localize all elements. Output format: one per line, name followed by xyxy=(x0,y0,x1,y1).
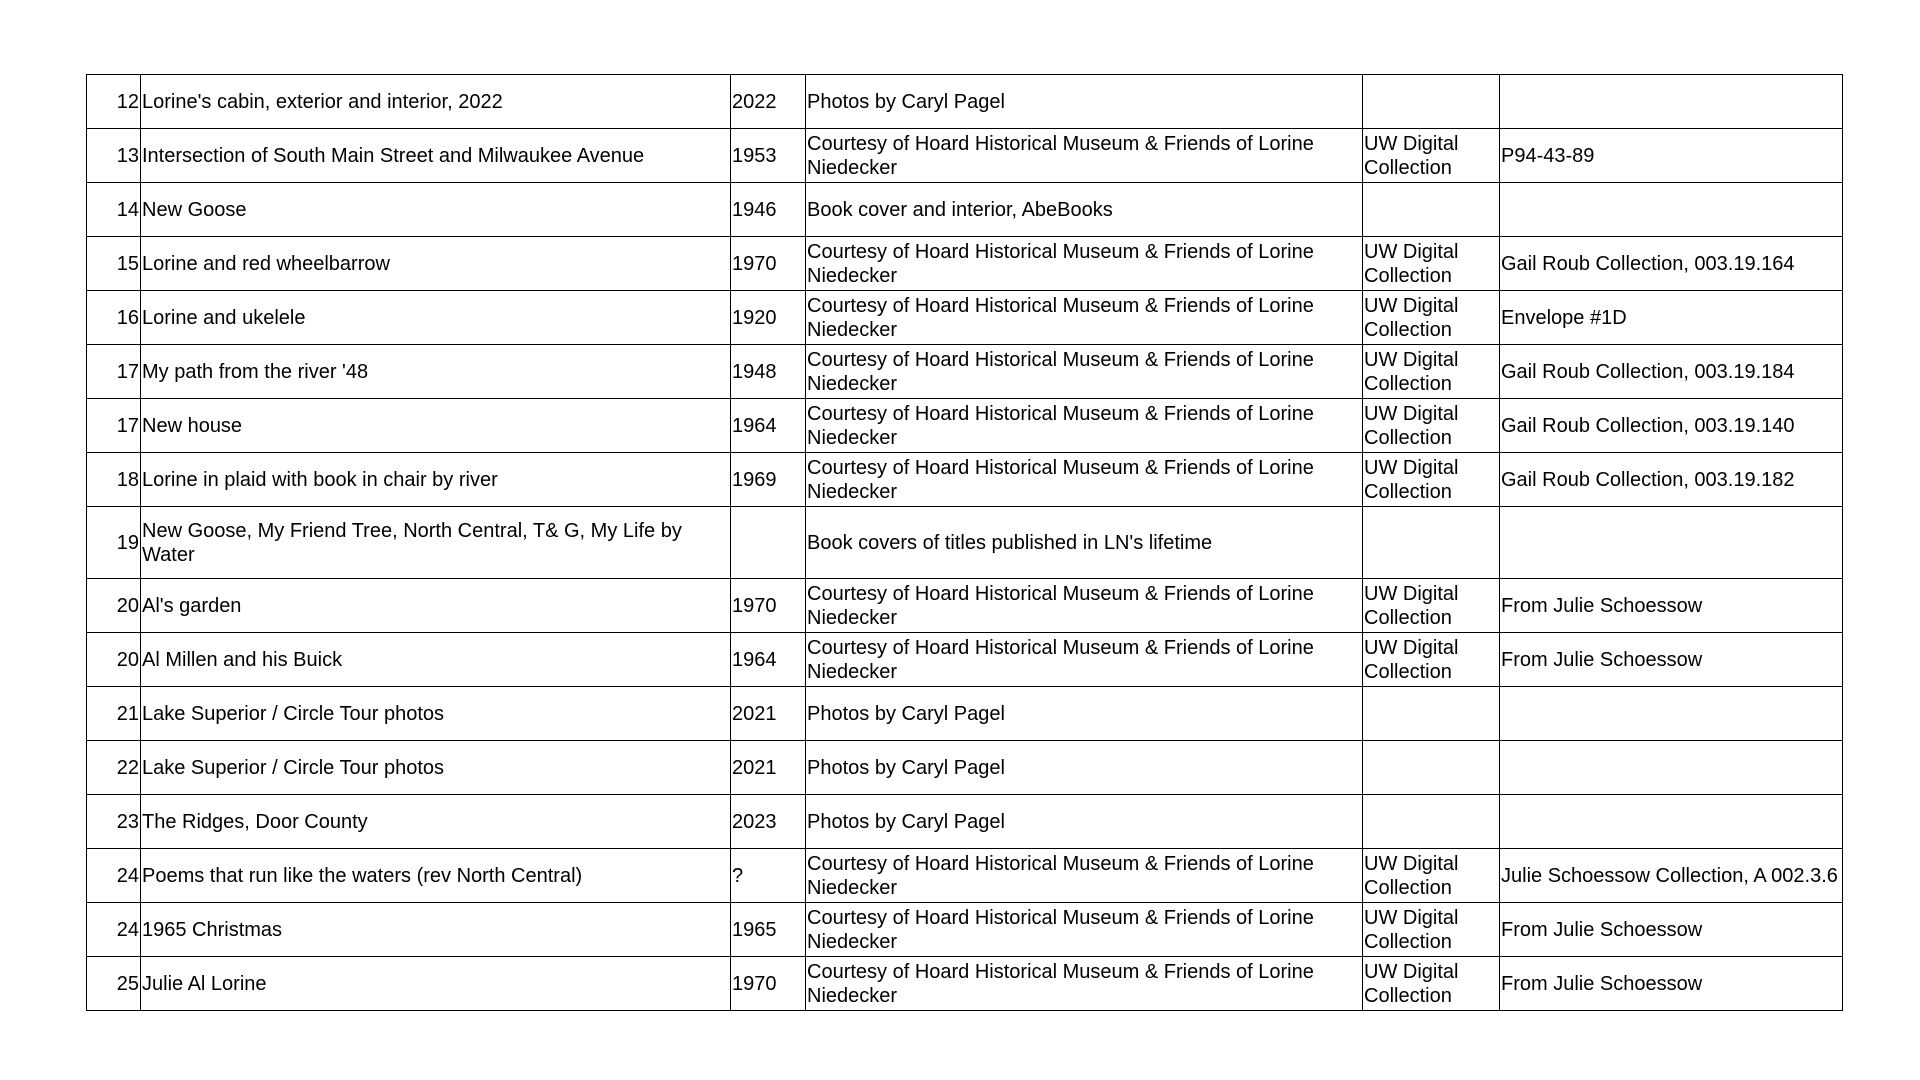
identifier-cell: Gail Roub Collection, 003.19.140 xyxy=(1500,399,1843,453)
credit-cell: Courtesy of Hoard Historical Museum & Friends of Lorine Niedecker xyxy=(806,849,1363,903)
year-cell: 1946 xyxy=(731,183,806,237)
title-cell: The Ridges, Door County xyxy=(141,795,731,849)
collection-cell xyxy=(1363,507,1500,579)
year-cell: 2023 xyxy=(731,795,806,849)
page-number-cell: 20 xyxy=(87,579,141,633)
identifier-cell: From Julie Schoessow xyxy=(1500,903,1843,957)
collection-cell: UW Digital Collection xyxy=(1363,345,1500,399)
credit-cell: Courtesy of Hoard Historical Museum & Friends of Lorine Niedecker xyxy=(806,237,1363,291)
identifier-cell xyxy=(1500,75,1843,129)
identifier-cell: P94-43-89 xyxy=(1500,129,1843,183)
table-row xyxy=(87,957,1843,1011)
credit-cell: Courtesy of Hoard Historical Museum & Friends of Lorine Niedecker xyxy=(806,903,1363,957)
page-number-cell: 14 xyxy=(87,183,141,237)
table-row xyxy=(87,633,1843,687)
title-cell: Intersection of South Main Street and Milwaukee Avenue xyxy=(141,129,731,183)
identifier-cell xyxy=(1500,507,1843,579)
credit-cell: Courtesy of Hoard Historical Museum & Friends of Lorine Niedecker xyxy=(806,957,1363,1011)
year-cell: 1970 xyxy=(731,237,806,291)
year-cell: 1948 xyxy=(731,345,806,399)
table-row xyxy=(87,687,1843,741)
collection-cell: UW Digital Collection xyxy=(1363,399,1500,453)
table-row xyxy=(87,453,1843,507)
identifier-cell: Gail Roub Collection, 003.19.184 xyxy=(1500,345,1843,399)
credit-cell: Courtesy of Hoard Historical Museum & Friends of Lorine Niedecker xyxy=(806,399,1363,453)
identifier-cell xyxy=(1500,741,1843,795)
title-cell: Al's garden xyxy=(141,579,731,633)
title-cell: Lake Superior / Circle Tour photos xyxy=(141,687,731,741)
collection-cell: UW Digital Collection xyxy=(1363,129,1500,183)
credit-cell: Book cover and interior, AbeBooks xyxy=(806,183,1363,237)
table-row xyxy=(87,291,1843,345)
table-row xyxy=(87,183,1843,237)
year-cell: 1964 xyxy=(731,399,806,453)
credit-cell: Courtesy of Hoard Historical Museum & Friends of Lorine Niedecker xyxy=(806,453,1363,507)
page-number-cell: 23 xyxy=(87,795,141,849)
collection-cell xyxy=(1363,183,1500,237)
table-row xyxy=(87,75,1843,129)
year-cell: 1969 xyxy=(731,453,806,507)
title-cell: Julie Al Lorine xyxy=(141,957,731,1011)
table-row xyxy=(87,507,1843,579)
title-cell: Poems that run like the waters (rev North Central) xyxy=(141,849,731,903)
identifier-cell xyxy=(1500,795,1843,849)
year-cell: 1964 xyxy=(731,633,806,687)
title-cell: Lorine and red wheelbarrow xyxy=(141,237,731,291)
year-cell: 1970 xyxy=(731,957,806,1011)
year-cell xyxy=(731,507,806,579)
table-row xyxy=(87,129,1843,183)
year-cell: ? xyxy=(731,849,806,903)
title-cell: My path from the river '48 xyxy=(141,345,731,399)
table-row xyxy=(87,741,1843,795)
year-cell: 1970 xyxy=(731,579,806,633)
page-number-cell: 17 xyxy=(87,399,141,453)
title-cell: Lorine in plaid with book in chair by river xyxy=(141,453,731,507)
identifier-cell xyxy=(1500,183,1843,237)
table-row xyxy=(87,345,1843,399)
identifier-cell: From Julie Schoessow xyxy=(1500,957,1843,1011)
collection-cell: UW Digital Collection xyxy=(1363,849,1500,903)
table-row xyxy=(87,795,1843,849)
collection-cell: UW Digital Collection xyxy=(1363,453,1500,507)
identifier-cell: From Julie Schoessow xyxy=(1500,579,1843,633)
page-number-cell: 13 xyxy=(87,129,141,183)
identifier-cell: Julie Schoessow Collection, A 002.3.6 xyxy=(1500,849,1843,903)
collection-cell xyxy=(1363,75,1500,129)
table-row xyxy=(87,237,1843,291)
credit-cell: Photos by Caryl Pagel xyxy=(806,795,1363,849)
table-row xyxy=(87,579,1843,633)
year-cell: 2022 xyxy=(731,75,806,129)
collection-cell: UW Digital Collection xyxy=(1363,291,1500,345)
credit-cell: Photos by Caryl Pagel xyxy=(806,741,1363,795)
page-number-cell: 21 xyxy=(87,687,141,741)
credit-cell: Photos by Caryl Pagel xyxy=(806,687,1363,741)
year-cell: 1965 xyxy=(731,903,806,957)
page-number-cell: 16 xyxy=(87,291,141,345)
collection-cell: UW Digital Collection xyxy=(1363,957,1500,1011)
page-number-cell: 22 xyxy=(87,741,141,795)
page-number-cell: 25 xyxy=(87,957,141,1011)
credit-cell: Book covers of titles published in LN's lifetime xyxy=(806,507,1363,579)
identifier-cell: Gail Roub Collection, 003.19.182 xyxy=(1500,453,1843,507)
table-body xyxy=(87,75,1843,1011)
identifier-cell: Envelope #1D xyxy=(1500,291,1843,345)
title-cell: Lorine and ukelele xyxy=(141,291,731,345)
credit-cell: Courtesy of Hoard Historical Museum & Friends of Lorine Niedecker xyxy=(806,291,1363,345)
page-number-cell: 24 xyxy=(87,903,141,957)
collection-cell: UW Digital Collection xyxy=(1363,579,1500,633)
title-cell: 1965 Christmas xyxy=(141,903,731,957)
credit-cell: Courtesy of Hoard Historical Museum & Friends of Lorine Niedecker xyxy=(806,129,1363,183)
title-cell: Al Millen and his Buick xyxy=(141,633,731,687)
title-cell: Lake Superior / Circle Tour photos xyxy=(141,741,731,795)
credit-cell: Courtesy of Hoard Historical Museum & Friends of Lorine Niedecker xyxy=(806,633,1363,687)
title-cell: Lorine's cabin, exterior and interior, 2022 xyxy=(141,75,731,129)
page-number-cell: 12 xyxy=(87,75,141,129)
identifier-cell: Gail Roub Collection, 003.19.164 xyxy=(1500,237,1843,291)
identifier-cell: From Julie Schoessow xyxy=(1500,633,1843,687)
year-cell: 1953 xyxy=(731,129,806,183)
page-number-cell: 18 xyxy=(87,453,141,507)
table-row xyxy=(87,903,1843,957)
title-cell: New Goose xyxy=(141,183,731,237)
credit-cell: Photos by Caryl Pagel xyxy=(806,75,1363,129)
credit-cell: Courtesy of Hoard Historical Museum & Friends of Lorine Niedecker xyxy=(806,345,1363,399)
table-row xyxy=(87,849,1843,903)
year-cell: 1920 xyxy=(731,291,806,345)
year-cell: 2021 xyxy=(731,741,806,795)
collection-cell xyxy=(1363,795,1500,849)
image-credits-table xyxy=(86,74,1843,1011)
table-row xyxy=(87,399,1843,453)
collection-cell xyxy=(1363,687,1500,741)
page-number-cell: 17 xyxy=(87,345,141,399)
identifier-cell xyxy=(1500,687,1843,741)
title-cell: New house xyxy=(141,399,731,453)
page-number-cell: 20 xyxy=(87,633,141,687)
title-cell: New Goose, My Friend Tree, North Central, T& G, My Life by Water xyxy=(141,507,731,579)
collection-cell: UW Digital Collection xyxy=(1363,237,1500,291)
collection-cell: UW Digital Collection xyxy=(1363,903,1500,957)
year-cell: 2021 xyxy=(731,687,806,741)
page-number-cell: 19 xyxy=(87,507,141,579)
page-number-cell: 15 xyxy=(87,237,141,291)
collection-cell xyxy=(1363,741,1500,795)
collection-cell: UW Digital Collection xyxy=(1363,633,1500,687)
credit-cell: Courtesy of Hoard Historical Museum & Friends of Lorine Niedecker xyxy=(806,579,1363,633)
page-number-cell: 24 xyxy=(87,849,141,903)
